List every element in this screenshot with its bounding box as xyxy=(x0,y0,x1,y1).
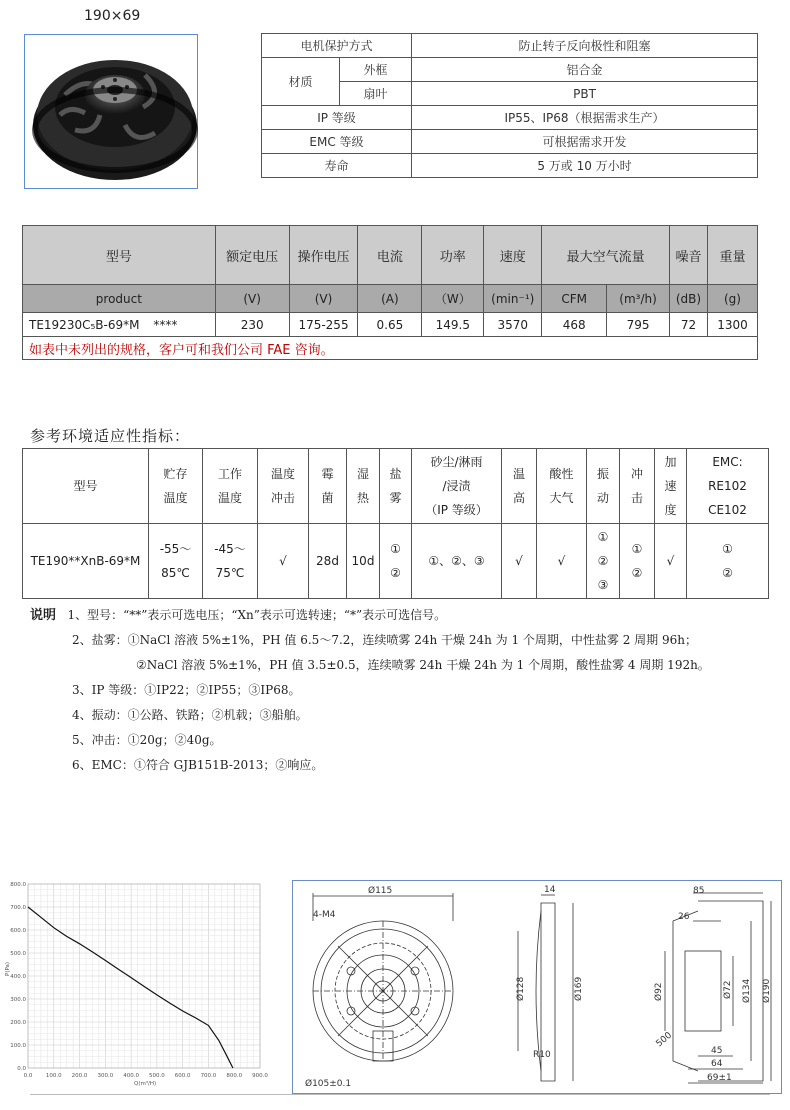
dim-label: 500 xyxy=(654,1030,675,1050)
value-cell: 3570 xyxy=(484,313,542,337)
env-table xyxy=(22,448,769,599)
env-header-cell: 砂尘/淋雨 /浸渍 （IP 等级） xyxy=(412,449,502,524)
properties-table xyxy=(261,33,758,178)
note-line xyxy=(30,728,710,753)
prop-value: 铝合金 xyxy=(412,58,758,82)
dim-label: Ø115 xyxy=(368,886,393,896)
product-size-label: 190×69 xyxy=(84,8,141,24)
header-cell: 额定电压 xyxy=(215,226,289,285)
spec-note: 如表中未列出的规格，客户可和我们公司 FAE 咨询。 xyxy=(23,337,758,360)
note-line xyxy=(30,628,710,653)
env-value-cell: ① ② xyxy=(620,524,655,599)
prop-label: EMC 等级 xyxy=(262,130,412,154)
env-header-cell: 冲 击 xyxy=(620,449,655,524)
dim-label: Ø128 xyxy=(516,976,526,1001)
unit-cell: (V) xyxy=(215,285,289,313)
value-cell: 175-255 xyxy=(289,313,358,337)
x-tick-label: 600.0 xyxy=(174,1073,191,1079)
note-line xyxy=(30,678,710,703)
dim-label: 64 xyxy=(711,1059,723,1069)
env-value-cell: ①、②、③ xyxy=(412,524,502,599)
value-cell: 795 xyxy=(607,313,670,337)
prop-label: IP 等级 xyxy=(262,106,412,130)
unit-cell: product xyxy=(23,285,216,313)
table-row xyxy=(262,34,758,58)
table-row xyxy=(23,524,769,599)
prop-label: 寿命 xyxy=(262,154,412,178)
unit-cell: (min⁻¹) xyxy=(484,285,542,313)
product-photo xyxy=(24,34,198,189)
y-tick-label: 500.0 xyxy=(10,951,26,957)
header-cell: 电流 xyxy=(358,226,422,285)
env-value-cell: √ xyxy=(655,524,687,599)
dim-label: Ø105±0.1 xyxy=(305,1079,352,1089)
env-value-cell: √ xyxy=(537,524,587,599)
table-row xyxy=(262,106,758,130)
table-note-row xyxy=(23,337,758,360)
env-header-cell: 霉 菌 xyxy=(309,449,347,524)
env-header-cell: 工作 温度 xyxy=(203,449,258,524)
note-text: 3、IP 等级：①IP22；②IP55；③IP68。 xyxy=(72,683,301,697)
y-tick-label: 0.0 xyxy=(17,1066,26,1072)
header-cell: 功率 xyxy=(422,226,484,285)
env-title: 参考环境适应性指标： xyxy=(30,427,191,445)
dim-label: Ø134 xyxy=(742,978,752,1003)
unit-cell: CFM xyxy=(542,285,607,313)
dim-label: 45 xyxy=(711,1046,723,1056)
performance-chart-svg xyxy=(4,877,266,1089)
prop-label: 材质 xyxy=(262,58,340,106)
env-header-cell: 盐 雾 xyxy=(380,449,412,524)
env-value-cell: √ xyxy=(502,524,537,599)
env-value-cell: -55～ 85℃ xyxy=(149,524,203,599)
dim-label: Ø92 xyxy=(654,982,664,1001)
value-cell: 230 xyxy=(215,313,289,337)
note-line xyxy=(30,753,710,778)
dim-label: Ø72 xyxy=(723,980,733,999)
env-value-cell: ① ② xyxy=(380,524,412,599)
header-cell: 型号 xyxy=(23,226,216,285)
header-cell: 最大空气流量 xyxy=(542,226,670,285)
y-tick-label: 800.0 xyxy=(10,882,26,888)
env-value-cell: √ xyxy=(258,524,309,599)
y-tick-label: 700.0 xyxy=(10,905,26,911)
unit-cell: (m³/h) xyxy=(607,285,670,313)
unit-cell: (dB) xyxy=(670,285,708,313)
env-header-cell: 湿 热 xyxy=(347,449,380,524)
value-cell: 72 xyxy=(670,313,708,337)
value-cell: 1300 xyxy=(707,313,757,337)
unit-cell: (V) xyxy=(289,285,358,313)
y-tick-label: 100.0 xyxy=(10,1043,26,1049)
env-header-cell: 振 动 xyxy=(587,449,620,524)
note-text: 1、型号：“**”表示可选电压；“Xn”表示可选转速；“*”表示可选信号。 xyxy=(67,608,447,622)
x-tick-label: 700.0 xyxy=(200,1073,217,1079)
divider xyxy=(30,1094,770,1095)
prop-sublabel: 外框 xyxy=(340,58,412,82)
env-value-cell: TE190**XnB-69*M xyxy=(23,524,149,599)
prop-label: 电机保护方式 xyxy=(262,34,412,58)
env-header-cell: EMC: RE102 CE102 xyxy=(687,449,769,524)
spec-table xyxy=(22,225,758,360)
env-header-cell: 型号 xyxy=(23,449,149,524)
header-cell: 重量 xyxy=(707,226,757,285)
table-unit-row xyxy=(23,285,758,313)
prop-value: IP55、IP68（根据需求生产） xyxy=(412,106,758,130)
env-value-cell: -45～ 75℃ xyxy=(203,524,258,599)
env-header-cell: 温 高 xyxy=(502,449,537,524)
table-row xyxy=(262,154,758,178)
dim-label: Ø169 xyxy=(574,976,584,1001)
note-line xyxy=(30,653,710,678)
header-cell: 操作电压 xyxy=(289,226,358,285)
env-value-cell: ① ② ③ xyxy=(587,524,620,599)
header-cell: 噪音 xyxy=(670,226,708,285)
notes-label: 说明 xyxy=(30,608,57,623)
table-row xyxy=(262,58,758,82)
note-line xyxy=(30,703,710,728)
value-cell: 149.5 xyxy=(422,313,484,337)
x-tick-label: 0.0 xyxy=(23,1073,33,1079)
prop-value: PBT xyxy=(412,82,758,106)
dim-label: 26 xyxy=(678,912,690,922)
unit-cell: (g) xyxy=(707,285,757,313)
note-line xyxy=(30,603,710,628)
env-value-cell: 10d xyxy=(347,524,380,599)
dimension-drawing xyxy=(292,880,782,1094)
header-cell: 速度 xyxy=(484,226,542,285)
x-tick-label: 900.0 xyxy=(252,1073,268,1079)
table-row xyxy=(23,313,758,337)
table-row xyxy=(262,130,758,154)
env-value-cell: ① ② xyxy=(687,524,769,599)
env-header-cell: 贮存 温度 xyxy=(149,449,203,524)
unit-cell: (A) xyxy=(358,285,422,313)
model-suffix-cell: **** xyxy=(153,313,215,337)
env-header-cell: 温度 冲击 xyxy=(258,449,309,524)
x-tick-label: 100.0 xyxy=(45,1073,62,1079)
value-cell: 0.65 xyxy=(358,313,422,337)
prop-value: 可根据需求开发 xyxy=(412,130,758,154)
drawing-svg xyxy=(293,881,781,1093)
y-tick-label: 400.0 xyxy=(10,974,26,980)
table-header-row xyxy=(23,226,758,285)
x-axis-label: Q(m³/H) xyxy=(134,1081,157,1087)
dim-label: 14 xyxy=(544,885,556,895)
dim-label: 69±1 xyxy=(707,1073,732,1083)
prop-value: 5 万或 10 万小时 xyxy=(412,154,758,178)
unit-cell: （W） xyxy=(422,285,484,313)
x-tick-label: 300.0 xyxy=(97,1073,114,1079)
performance-chart xyxy=(4,877,266,1089)
dim-label: 85 xyxy=(693,886,705,896)
table-header-row xyxy=(23,449,769,524)
fan-image-icon xyxy=(25,35,197,188)
prop-sublabel: 扇叶 xyxy=(340,82,412,106)
y-tick-label: 300.0 xyxy=(10,997,26,1003)
model-cell: TE19230C₅B-69*M xyxy=(23,313,154,337)
dim-label: R10 xyxy=(533,1050,551,1060)
prop-value: 防止转子反向极性和阻塞 xyxy=(412,34,758,58)
y-axis-label: P(Pa) xyxy=(5,961,11,976)
dim-label: Ø190 xyxy=(762,978,772,1003)
env-value-cell: 28d xyxy=(309,524,347,599)
dim-label: 4-M4 xyxy=(313,910,336,920)
value-cell: 468 xyxy=(542,313,607,337)
notes-section xyxy=(30,603,710,778)
x-tick-label: 500.0 xyxy=(149,1073,165,1079)
note-text: ②NaCl 溶液 5%±1%，PH 值 3.5±0.5，连续喷雾 24h 干燥 24h 为 1 个周期，酸性盐雾 4 周期 192h。 xyxy=(136,658,710,672)
env-header-cell: 酸性 大气 xyxy=(537,449,587,524)
y-tick-label: 200.0 xyxy=(10,1020,26,1026)
note-text: 4、振动：①公路、铁路；②机载；③船舶。 xyxy=(72,708,308,722)
note-text: 5、冲击：①20g；②40g。 xyxy=(72,733,222,747)
env-header-cell: 加 速 度 xyxy=(655,449,687,524)
x-tick-label: 200.0 xyxy=(71,1073,88,1079)
x-tick-label: 800.0 xyxy=(226,1073,243,1079)
y-tick-label: 600.0 xyxy=(10,928,26,934)
note-text: 2、盐雾：①NaCl 溶液 5%±1%，PH 值 6.5～7.2，连续喷雾 24h 干燥 24h 为 1 个周期，中性盐雾 2 周期 96h； xyxy=(72,633,697,647)
note-text: 6、EMC：①符合 GJB151B-2013；②响应。 xyxy=(72,758,324,772)
x-tick-label: 400.0 xyxy=(123,1073,139,1079)
